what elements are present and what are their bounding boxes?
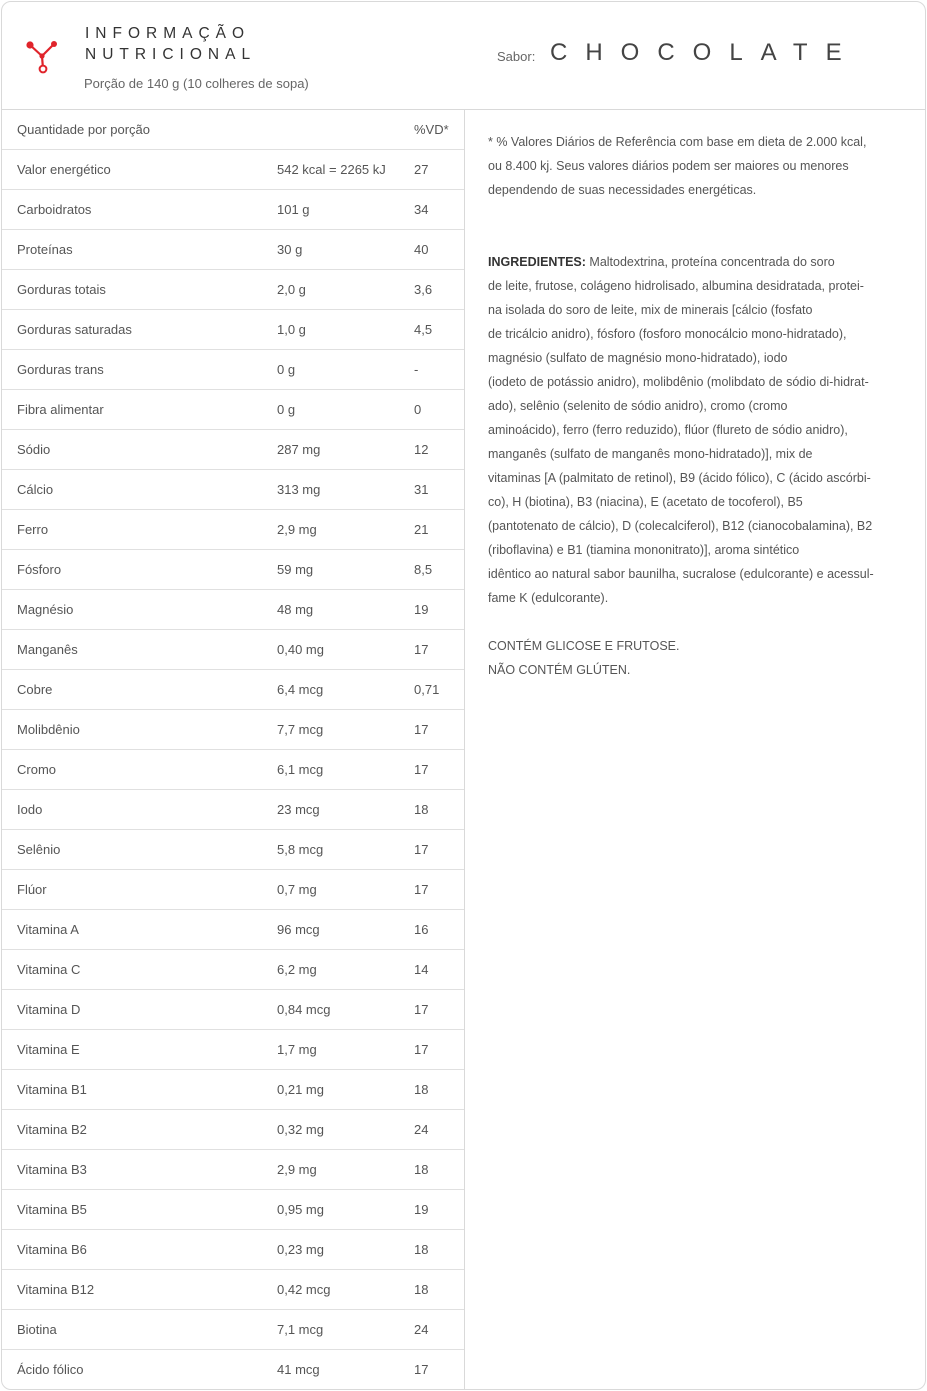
row-name: Gorduras totais (17, 282, 106, 297)
table-row (2, 350, 464, 390)
table-row (2, 470, 464, 510)
warnings-block (488, 634, 908, 682)
table-row (2, 1230, 464, 1270)
row-daily-value: 31 (414, 482, 429, 497)
row-name: Molibdênio (17, 722, 80, 737)
table-row (2, 1070, 464, 1110)
table-row (2, 790, 464, 830)
row-daily-value: 17 (414, 882, 429, 897)
row-quantity: 101 g (277, 202, 310, 217)
ingredients-line: co), H (biotina), B3 (niacina), E (acetato de tocoferol), B5 (488, 495, 803, 509)
table-row (2, 510, 464, 550)
row-name: Biotina (17, 1322, 57, 1337)
ingredients-line: fame K (edulcorante). (488, 591, 609, 605)
row-name: Gorduras saturadas (17, 322, 132, 337)
ingredients-line: de tricálcio anidro), fósforo (fosforo monocálcio mono-hidratado), (488, 327, 847, 341)
row-name: Manganês (17, 642, 78, 657)
row-quantity: 0,7 mg (277, 882, 317, 897)
row-quantity: 6,2 mg (277, 962, 317, 977)
row-daily-value: - (414, 362, 419, 377)
table-row (2, 910, 464, 950)
row-daily-value: 17 (414, 722, 429, 737)
ingredients-line: (iodeto de potássio anidro), molibdênio (molibdato de sódio di-hidrat- (488, 375, 869, 389)
row-quantity: 0,32 mg (277, 1122, 324, 1137)
table-row (2, 430, 464, 470)
portion-text: Porção de 140 g (10 colheres de sopa) (84, 76, 309, 91)
table-row (2, 1190, 464, 1230)
table-header-row (2, 110, 464, 150)
table-row (2, 830, 464, 870)
row-quantity: 287 mg (277, 442, 321, 457)
row-name: Carboidratos (17, 202, 92, 217)
row-daily-value: 3,6 (414, 282, 433, 297)
row-name: Vitamina B3 (17, 1162, 87, 1177)
table-row (2, 670, 464, 710)
ingredients-line: idêntico ao natural sabor baunilha, sucralose (edulcorante) e acessul- (488, 567, 874, 581)
table-row (2, 1270, 464, 1310)
ingredients-line: ado), selênio (selenito de sódio anidro), cromo (cromo (488, 399, 788, 413)
table-row (2, 750, 464, 790)
row-name: Cromo (17, 762, 57, 777)
row-quantity: 41 mcg (277, 1362, 320, 1377)
row-name: Vitamina B6 (17, 1242, 87, 1257)
note-line: * % Valores Diários de Referência com base em dieta de 2.000 kcal, (488, 135, 867, 149)
row-daily-value: 17 (414, 1042, 429, 1057)
row-name: Vitamina B12 (17, 1282, 95, 1297)
row-quantity: 30 g (277, 242, 303, 257)
row-daily-value: 12 (414, 442, 429, 457)
flavor-value: CHOCOLATE (550, 39, 860, 66)
row-quantity: 0 g (277, 362, 296, 377)
row-quantity: 7,7 mcg (277, 722, 324, 737)
ingredients-line: manganês (sulfato de manganês mono-hidratado)], mix de (488, 447, 813, 461)
row-quantity: 313 mg (277, 482, 321, 497)
header-name: Quantidade por porção (17, 122, 150, 137)
row-name: Selênio (17, 842, 61, 857)
table-row (2, 270, 464, 310)
ingredients-label: INGREDIENTES: (488, 255, 586, 269)
row-quantity: 0,21 mg (277, 1082, 324, 1097)
row-daily-value: 18 (414, 1162, 429, 1177)
warning-line: NÃO CONTÉM GLÚTEN. (488, 663, 631, 677)
row-daily-value: 34 (414, 202, 429, 217)
row-name: Ácido fólico (17, 1362, 84, 1377)
row-daily-value: 4,5 (414, 322, 433, 337)
row-quantity: 542 kcal = 2265 kJ (277, 162, 386, 177)
note-line: dependendo de suas necessidades energéticas. (488, 183, 757, 197)
row-quantity: 6,1 mcg (277, 762, 324, 777)
nutrition-card (1, 1, 926, 1390)
row-quantity: 0,23 mg (277, 1242, 324, 1257)
table-row (2, 990, 464, 1030)
row-name: Ferro (17, 522, 49, 537)
table-row (2, 870, 464, 910)
ingredients-line: magnésio (sulfato de magnésio mono-hidratado), iodo (488, 351, 788, 365)
table-row (2, 710, 464, 750)
table-row (2, 390, 464, 430)
row-name: Vitamina B2 (17, 1122, 87, 1137)
row-quantity: 0 g (277, 402, 296, 417)
row-daily-value: 21 (414, 522, 429, 537)
row-daily-value: 27 (414, 162, 429, 177)
ingredients-line: vitaminas [A (palmitato de retinol), B9 (ácido fólico), C (ácido ascórbi- (488, 471, 871, 485)
row-daily-value: 24 (414, 1322, 429, 1337)
daily-values-note (488, 130, 908, 202)
row-name: Sódio (17, 442, 51, 457)
row-daily-value: 18 (414, 1282, 429, 1297)
row-quantity: 96 mcg (277, 922, 320, 937)
ingredients-first-text: Maltodextrina, proteína concentrada do soro (585, 255, 835, 269)
table-row (2, 630, 464, 670)
table-row (2, 590, 464, 630)
row-daily-value: 17 (414, 1362, 429, 1377)
note-line: ou 8.400 kj. Seus valores diários podem ser maiores ou menores (488, 159, 849, 173)
table-row (2, 190, 464, 230)
table-row (2, 1310, 464, 1350)
row-name: Vitamina E (17, 1042, 80, 1057)
row-quantity: 0,95 mg (277, 1202, 324, 1217)
table-row (2, 1110, 464, 1150)
row-daily-value: 18 (414, 802, 429, 817)
row-name: Vitamina B5 (17, 1202, 87, 1217)
row-name: Fibra alimentar (17, 402, 104, 417)
flavor-label: Sabor: (497, 49, 536, 64)
row-daily-value: 17 (414, 842, 429, 857)
table-row (2, 310, 464, 350)
ingredients-line: aminoácido), ferro (ferro reduzido), flúor (flureto de sódio anidro), (488, 423, 848, 437)
row-daily-value: 18 (414, 1082, 429, 1097)
row-quantity: 23 mcg (277, 802, 320, 817)
title-line-1: INFORMAÇÃO (85, 25, 251, 42)
row-quantity: 1,7 mg (277, 1042, 317, 1057)
row-name: Cobre (17, 682, 53, 697)
row-daily-value: 16 (414, 922, 429, 937)
table-row (2, 950, 464, 990)
row-quantity: 5,8 mcg (277, 842, 324, 857)
ingredients-line: (riboflavina) e B1 (tiamina mononitrato)], aroma sintético (488, 543, 800, 557)
row-name: Iodo (17, 802, 43, 817)
row-name: Magnésio (17, 602, 74, 617)
row-daily-value: 0 (414, 402, 422, 417)
row-daily-value: 17 (414, 762, 429, 777)
row-quantity: 0,40 mg (277, 642, 324, 657)
row-daily-value: 17 (414, 642, 429, 657)
row-name: Vitamina D (17, 1002, 81, 1017)
row-quantity: 48 mg (277, 602, 314, 617)
row-daily-value: 19 (414, 1202, 429, 1217)
title-line-2: NUTRICIONAL (85, 46, 257, 63)
row-quantity: 59 mg (277, 562, 314, 577)
row-name: Vitamina B1 (17, 1082, 87, 1097)
row-daily-value: 18 (414, 1242, 429, 1257)
row-quantity: 2,0 g (277, 282, 306, 297)
row-name: Fósforo (17, 562, 62, 577)
ingredients-first-line (488, 250, 908, 274)
row-quantity: 6,4 mcg (277, 682, 324, 697)
table-row (2, 1350, 464, 1390)
ingredients-line: de leite, frutose, colágeno hidrolisado, albumina desidratada, protei- (488, 279, 864, 293)
row-daily-value: 19 (414, 602, 429, 617)
row-daily-value: 17 (414, 1002, 429, 1017)
table-row (2, 550, 464, 590)
row-daily-value: 0,71 (414, 682, 440, 697)
row-daily-value: 40 (414, 242, 429, 257)
row-quantity: 7,1 mcg (277, 1322, 324, 1337)
page-title (85, 23, 345, 65)
row-name: Proteínas (17, 242, 73, 257)
header-vd: %VD* (414, 122, 449, 137)
warning-line: CONTÉM GLICOSE E FRUTOSE. (488, 639, 680, 653)
row-quantity: 0,42 mcg (277, 1282, 331, 1297)
table-row (2, 1150, 464, 1190)
row-quantity: 2,9 mg (277, 1162, 317, 1177)
row-name: Vitamina A (17, 922, 79, 937)
row-quantity: 0,84 mcg (277, 1002, 331, 1017)
row-quantity: 2,9 mg (277, 522, 317, 537)
ingredients-line: (pantotenato de cálcio), D (colecalciferol), B12 (cianocobalamina), B2 (488, 519, 873, 533)
table-row (2, 230, 464, 270)
row-name: Flúor (17, 882, 47, 897)
row-name: Gorduras trans (17, 362, 104, 377)
row-name: Cálcio (17, 482, 54, 497)
row-daily-value: 24 (414, 1122, 429, 1137)
row-daily-value: 8,5 (414, 562, 433, 577)
nutrition-table (2, 110, 465, 1390)
row-name: Valor energético (17, 162, 111, 177)
row-quantity: 1,0 g (277, 322, 306, 337)
molecule-logo-icon (24, 38, 60, 74)
row-name: Vitamina C (17, 962, 81, 977)
info-column (488, 130, 908, 682)
table-row (2, 150, 464, 190)
ingredients-line: na isolada do soro de leite, mix de minerais [cálcio (fosfato (488, 303, 813, 317)
row-daily-value: 14 (414, 962, 429, 977)
header (2, 2, 926, 110)
table-row (2, 1030, 464, 1070)
ingredients-block (488, 250, 908, 610)
